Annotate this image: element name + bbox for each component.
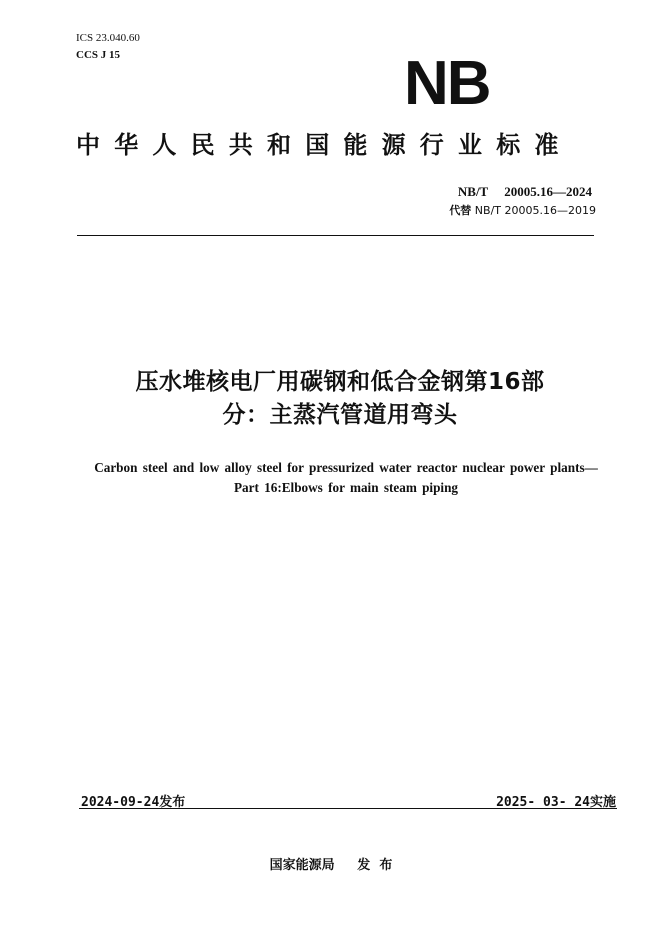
- issuing-authority: 国家能源局 发 布: [269, 858, 393, 873]
- title-chinese-line2: 分：主蒸汽管道用弯头: [222, 402, 458, 428]
- ics-code: ICS 23.040.60: [76, 32, 140, 44]
- ccs-code: CCS J 15: [76, 49, 121, 61]
- document-title-chinese: [60, 366, 620, 432]
- replaces-label: 代替: [449, 204, 472, 217]
- title-chinese-line1: 压水堆核电厂用碳钢和低合金钢第16部: [135, 369, 545, 395]
- implementation-date: 2025- 03- 24实施: [496, 795, 616, 810]
- standard-category-title: 中华人民共和国能源行业标准: [76, 131, 573, 159]
- top-divider: [77, 235, 594, 236]
- replaces-number: NB/T 20005.16—2019: [471, 204, 596, 217]
- nb-logo: NB: [404, 49, 490, 118]
- replaces-note: [449, 202, 596, 218]
- document-title-english: Carbon steel and low alloy steel for pressurized water reactor nuclear power plants—Part 16:Elbows for main steam piping: [94, 460, 598, 495]
- bottom-divider: [79, 808, 617, 809]
- issue-date: 2024-09-24发布: [81, 795, 186, 810]
- standard-number: NB/T 20005.16—2024: [457, 184, 592, 199]
